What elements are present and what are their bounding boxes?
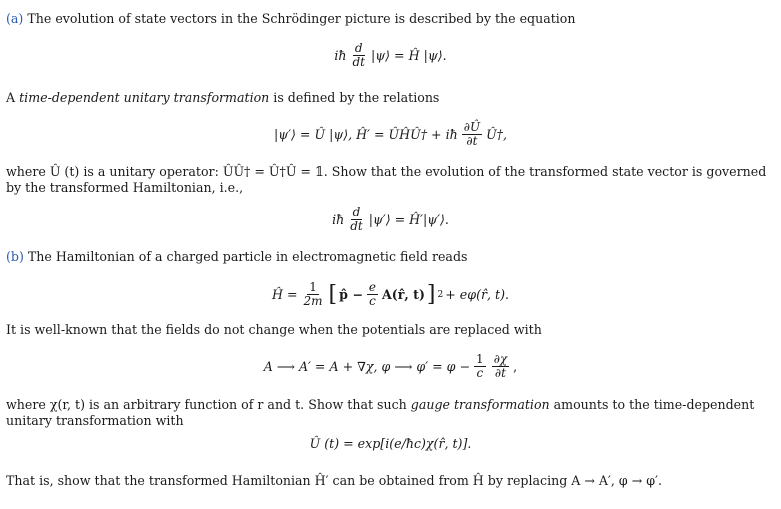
eq4-fraction bbox=[302, 281, 325, 308]
eq1-fraction bbox=[351, 42, 368, 69]
eq4-frac2-den: c bbox=[369, 294, 376, 308]
part-a-task-text: where Û (t) is a unitary operator: ÛÛ† = Û†Û = 𝟙. Show that the evolution of the transformed state vector is governed by the transformed Hamiltonian, i.e., bbox=[6, 164, 767, 195]
eq3-frac-num: d bbox=[352, 205, 361, 219]
equation-unitary-transformation bbox=[0, 121, 781, 148]
text6-post: amounts to the time-dependent unitary transformation with bbox=[6, 397, 755, 428]
part-b-intro-text: The Hamiltonian of a charged particle in electromagnetic field reads bbox=[23, 249, 468, 264]
eq3-prefix: iħ bbox=[332, 211, 345, 227]
eq4-frac-den: 2m bbox=[303, 294, 323, 308]
eq2-left: |ψ′⟩ = Û |ψ⟩, Ĥ′ = ÛĤÛ† + iħ bbox=[274, 126, 458, 142]
eq4-momentum: p̂ − bbox=[339, 286, 363, 302]
eq1-rest: |ψ⟩ = Ĥ |ψ⟩. bbox=[371, 47, 447, 63]
eq1-prefix: iħ bbox=[334, 47, 347, 63]
eq5-frac-den: c bbox=[476, 366, 484, 380]
eq1-frac-den: dt bbox=[352, 55, 366, 69]
text2-post: is defined by the relations bbox=[269, 90, 440, 105]
text2-pre: A bbox=[6, 90, 20, 105]
equation-schrodinger bbox=[0, 42, 781, 69]
eq5-left: A ⟶ A′ = A + ∇χ, φ ⟶ φ′ = φ − bbox=[263, 358, 471, 374]
text6-emphasis: gauge transformation bbox=[410, 397, 550, 412]
eq5-fraction bbox=[474, 353, 486, 380]
part-a-intro bbox=[6, 11, 576, 27]
eq5-right: , bbox=[513, 358, 518, 374]
text2-emphasis: time-dependent unitary transformation bbox=[19, 90, 270, 105]
eq4-fraction2 bbox=[367, 281, 378, 308]
eq4-open-bracket: [ bbox=[328, 281, 338, 307]
eq4-square: 2 bbox=[437, 289, 444, 300]
equation-unitary-operator bbox=[0, 436, 781, 452]
part-a-definition-text bbox=[6, 90, 439, 106]
eq5-frac2-num: ∂χ bbox=[493, 352, 508, 366]
part-b-label: (b) bbox=[6, 249, 24, 264]
eq2-frac-num: ∂Û bbox=[463, 120, 481, 134]
eq5-fraction2 bbox=[492, 353, 509, 380]
eq3-frac-den: dt bbox=[350, 219, 363, 233]
eq2-fraction bbox=[462, 121, 482, 148]
eq3-rest: |ψ′⟩ = Ĥ′|ψ′⟩. bbox=[368, 211, 449, 227]
part-b-conclusion-text: That is, show that the transformed Hamiltonian Ĥ′ can be obtained from Ĥ by replacing A → A′, φ → φ′. bbox=[6, 473, 662, 488]
eq3-fraction bbox=[348, 206, 365, 233]
eq4-frac-num: 1 bbox=[309, 280, 317, 294]
part-b-task-text bbox=[6, 397, 772, 429]
text6-pre: where χ(r, t) is an arbitrary function of r and t. Show that such bbox=[6, 397, 411, 412]
eq4-right: + eφ(r̂, t). bbox=[445, 286, 509, 302]
eq4-left: Ĥ = bbox=[271, 286, 298, 302]
eq4-vector-potential: A(r̂, t) bbox=[382, 286, 425, 302]
equation-transformed-evolution bbox=[0, 206, 781, 233]
eq4-close-bracket: ] bbox=[426, 281, 436, 307]
eq4-frac2-num: e bbox=[368, 280, 376, 294]
eq2-frac-den: ∂t bbox=[466, 134, 478, 148]
part-b-intro bbox=[6, 249, 467, 265]
eq6-content: Û (t) = exp[i(e/ħc)χ(r̂, t)]. bbox=[309, 436, 472, 451]
eq2-right: Û†, bbox=[486, 126, 507, 142]
equation-gauge-transformation bbox=[0, 353, 781, 380]
eq5-frac-num: 1 bbox=[476, 352, 484, 366]
part-a-label: (a) bbox=[6, 11, 24, 26]
eq5-frac2-den: ∂t bbox=[494, 366, 506, 380]
part-a-intro-text: The evolution of state vectors in the Schrödinger picture is described by the equation bbox=[23, 11, 576, 26]
part-b-gauge-text: It is well-known that the fields do not change when the potentials are replaced with bbox=[6, 322, 542, 337]
eq1-frac-num: d bbox=[354, 41, 363, 55]
equation-hamiltonian bbox=[0, 281, 781, 308]
